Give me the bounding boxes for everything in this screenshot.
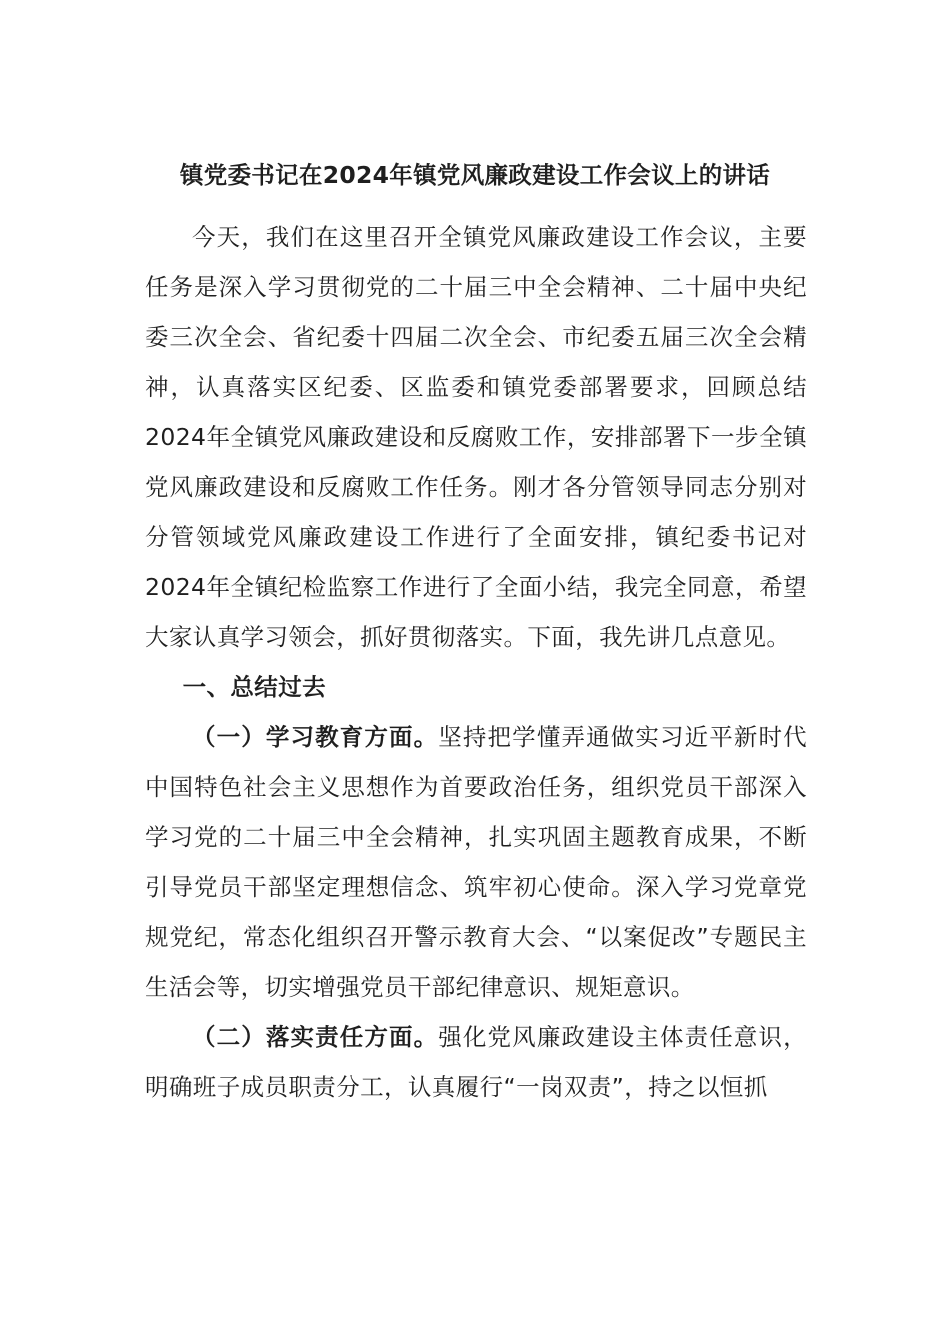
paragraph-text-study-education: 坚持把学懂弄通做实习近平新时代中国特色社会主义思想作为首要政治任务，组织党员干部深入学习党的二十届三中全会精神，扎实巩固主题教育成果，不断引导党员干部坚定理想信念、筑牢初心使命。深入学习党章党规党纪，常态化组织召开警示教育大会、“以案促改”专题民主生活会等，切实增强党员干部纪律意识、规矩意识。	[145, 723, 808, 1001]
paragraph-lead-responsibility: （二）落实责任方面。	[192, 1023, 439, 1051]
paragraph-text-responsibility: 强化党风廉政建设主体责任意识，明确班子成员职责分工，认真履行“一岗双责”，持之以恒抓	[145, 1023, 808, 1101]
paragraph-lead-study-education: （一）学习教育方面。	[192, 723, 439, 751]
intro-paragraph: 今天，我们在这里召开全镇党风廉政建设工作会议，主要任务是深入学习贯彻党的二十届三中全会精神、二十届中央纪委三次全会、省纪委十四届二次全会、市纪委五届三次全会精神，认真落实区纪委、区监委和镇党委部署要求，回顾总结2024年全镇党风廉政建设和反腐败工作，安排部署下一步全镇党风廉政建设和反腐败工作任务。刚才各分管领导同志分别对分管领域党风廉政建设工作进行了全面安排，镇纪委书记对2024年全镇纪检监察工作进行了全面小结，我完全同意，希望大家认真学习领会，抓好贯彻落实。下面，我先讲几点意见。	[145, 223, 807, 651]
document-body	[145, 212, 807, 1112]
document-title: 镇党委书记在2024年镇党风廉政建设工作会议上的讲话	[179, 161, 771, 189]
section-heading-summary: 一、总结过去	[182, 673, 326, 701]
paragraph-study-education	[145, 712, 807, 1012]
paragraph-responsibility	[145, 1012, 807, 1112]
